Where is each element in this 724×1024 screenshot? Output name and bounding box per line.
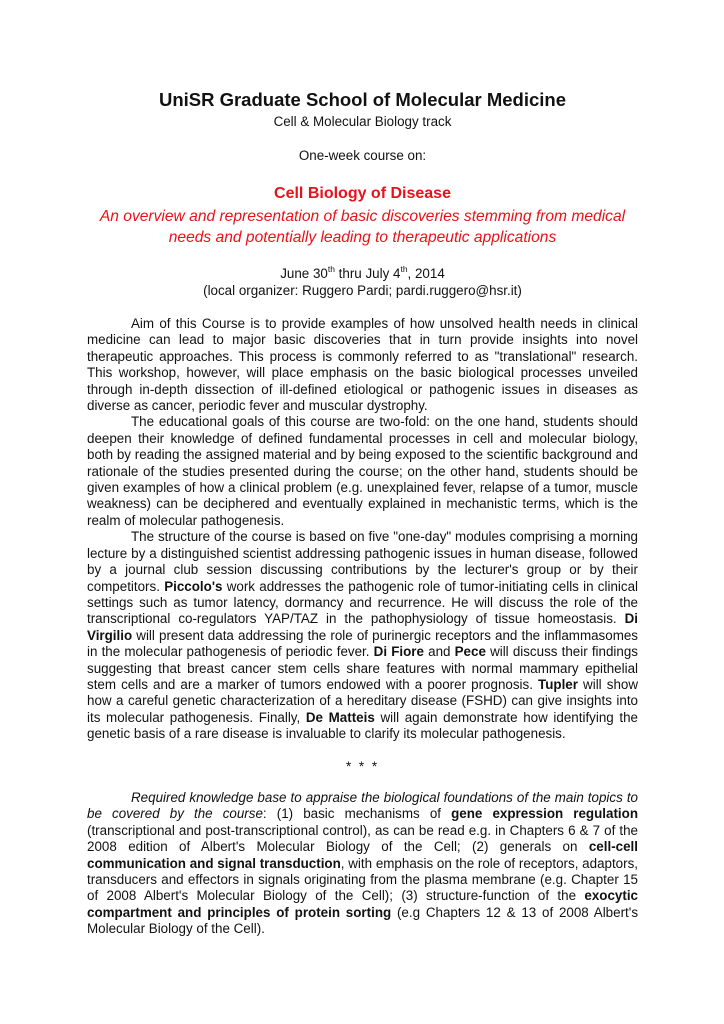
- course-dates: [87, 265, 638, 282]
- date-ordinal-2: th: [400, 264, 408, 274]
- course-subtitle: [87, 206, 638, 248]
- course-type: One-week course on:: [298, 148, 427, 163]
- speaker-di-fiore: Di Fiore: [373, 644, 424, 660]
- date-mid: thru July 4: [334, 266, 401, 281]
- requirements-text-3: , with emphasis on the role of receptors, adaptors, transducers and effectors in signals originating from the plasma membrane (e.g. Chapter 15 of 2008 Albert's Molecular Biology of the Cell); (3) structure-function of the: [87, 855, 639, 904]
- requirements-text-2: (transcriptional and post-transcriptional control), as can be read e.g. in Chapters 6 & 7 of the 2008 edition of Albert's Molecular Biology of the Cell; (2) generals on: [87, 822, 638, 855]
- paragraph-aim: Aim of this Course is to provide examples of how unsolved health needs in clinical medicine can lead to major basic discoveries that in turn provide insights into novel therapeutic approaches. This process is commonly referred to as "translational" research. This workshop, however, will place emphasis on the basic biological processes unveiled through in-depth dissection of ill-defined etiological or pathogenic issues in diseases as diverse as cancer, periodic fever and muscular dystrophy.: [87, 316, 638, 414]
- speaker-piccolo: Piccolo's: [164, 578, 223, 594]
- speaker-tupler: Tupler: [538, 676, 578, 692]
- structure-text-6: will show how a careful genetic characterization of a hereditary disease (FSHD) can give insights into its molecular pathogenesis. Finally,: [87, 676, 639, 725]
- track-name: Cell & Molecular Biology track: [273, 114, 452, 129]
- course-subtitle-line-2: needs and potentially leading to therapeutic applications: [168, 229, 557, 246]
- date-suffix: , 2014: [407, 266, 445, 281]
- topic-protein-sorting: exocytic compartment and principles of protein sorting: [87, 888, 638, 920]
- course-title: Cell Biology of Disease: [274, 185, 451, 202]
- school-title: UniSR Graduate School of Molecular Medicine: [158, 89, 567, 110]
- structure-text-7: will again demonstrate how identifying the genetic basis of a rare disease is invaluable to clarify its molecular pathogenesis.: [87, 709, 639, 742]
- structure-text-1: The structure of the course is based on five "one-day" modules comprising a morning lecture by a distinguished scientist addressing pathogenic issues in human disease, followed by a journal club session discussing contributions by the lecturer's group or by their competitors.: [87, 529, 638, 594]
- date-ordinal-1: th: [327, 264, 335, 274]
- requirements-intro: Required knowledge base to appraise the biological foundations of the main topics to be covered by the course: [87, 789, 638, 822]
- paragraph-requirements: [87, 790, 638, 938]
- structure-text-3: will present data addressing the role of purinergic receptors and the inflammasomes in the molecular pathogenesis of periodic fever.: [87, 627, 638, 660]
- paragraph-goals: The educational goals of this course are two-fold: on the one hand, students should deepen their knowledge of defined fundamental processes in cell and molecular biology, both by reading the assigned material and by being exposed to the scientific background and rationale of the studies presented during the course; on the other hand, students should be given examples of how a clinical problem (e.g. unexplained fever, relapse of a tumor, muscle weakness) can be deciphered and eventually explained in mechanistic terms, which is the realm of molecular pathogenesis.: [87, 414, 638, 528]
- requirements-text-1: : (1) basic mechanisms of: [262, 806, 452, 822]
- document-body: [87, 316, 638, 938]
- topic-gene-expression: gene expression regulation: [451, 806, 639, 822]
- course-subtitle-line-1: An overview and representation of basic discoveries stemming from medical: [99, 208, 626, 225]
- structure-text-2: work addresses the pathogenic role of tumor-initiating cells in clinical settings such as tumor latency, dormancy and recurrence. He will discuss the role of the transcriptional co-regulators YAP/TAZ in the pathophysiology of tissue homeostasis.: [87, 578, 638, 627]
- structure-text-4: and: [423, 644, 455, 660]
- paragraph-structure: [87, 529, 638, 742]
- structure-text-5: will discuss their findings suggesting that breast cancer stem cells share features with normal mammary epithelial stem cells and are a marker of tumors endowed with a poorer prognosis.: [87, 644, 638, 692]
- speaker-di-virgilio: Di Virgilio: [87, 611, 638, 643]
- document-header: [87, 0, 638, 299]
- requirements-text-4: (e.g Chapters 12 & 13 of 2008 Albert's Molecular Biology of the Cell).: [87, 904, 639, 937]
- topic-signal-transduction: cell-cell communication and signal transduction: [87, 839, 638, 871]
- date-prefix: June 30: [280, 266, 328, 281]
- speaker-de-matteis: De Matteis: [305, 709, 375, 725]
- local-organizer: (local organizer: Ruggero Pardi; pardi.ruggero@hsr.it): [203, 283, 522, 298]
- speaker-pece: Pece: [454, 644, 486, 660]
- section-separator: * * *: [345, 758, 380, 774]
